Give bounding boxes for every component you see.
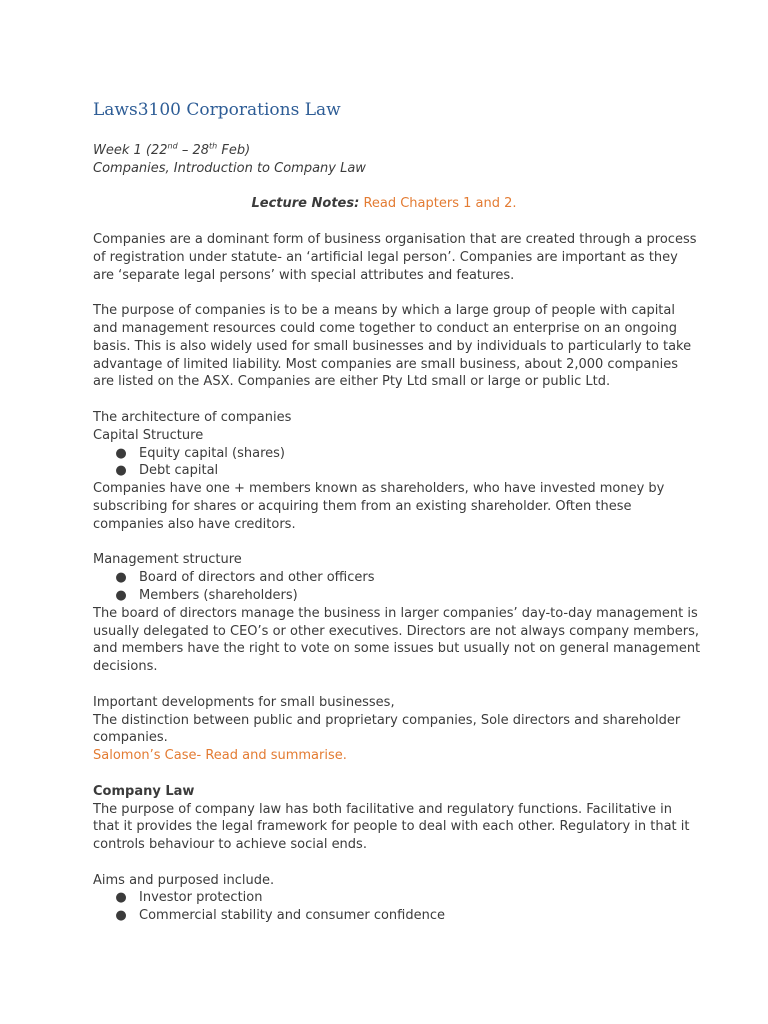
week-line bbox=[93, 142, 366, 160]
week-suffix: Feb) bbox=[217, 143, 251, 158]
bullet-icon: ● bbox=[115, 463, 127, 479]
list-item-text: Commercial stability and consumer confidence bbox=[139, 908, 445, 924]
week-mid: – 28 bbox=[177, 143, 209, 158]
bullet-icon: ● bbox=[115, 587, 127, 603]
document-body bbox=[93, 231, 701, 925]
purpose-line: and management resources could come together to conduct an enterprise on an ongoing bbox=[93, 320, 677, 336]
company-law-heading: Company Law bbox=[93, 783, 195, 799]
document-subtitle: Companies, Introduction to Company Law bbox=[93, 161, 366, 176]
developments-heading: Important developments for small businesses, bbox=[93, 694, 395, 710]
lecture-notes-line bbox=[93, 196, 675, 211]
board-line: The board of directors manage the business in larger companies’ day-to-day management is bbox=[93, 605, 698, 621]
capital-list bbox=[93, 445, 693, 481]
lecture-notes-action: Read Chapters 1 and 2. bbox=[363, 196, 517, 211]
purpose-line: are listed on the ASX. Companies are either Pty Ltd small or large or public Ltd. bbox=[93, 374, 611, 390]
list-item bbox=[93, 907, 693, 925]
list-item bbox=[93, 445, 693, 463]
purpose-line: The purpose of companies is to be a means by which a large group of people with capital bbox=[93, 303, 675, 319]
purpose-line: basis. This is also widely used for small businesses and by individuals to particularly to take bbox=[93, 338, 692, 354]
salomon-case-note: Salomon’s Case- Read and summarise. bbox=[93, 748, 347, 764]
board-line: usually delegated to CEO’s or other executives. Directors are not always company members, bbox=[93, 623, 700, 639]
intro-line: are ‘separate legal persons’ with special attributes and features. bbox=[93, 267, 515, 283]
week-sup-th: th bbox=[209, 141, 218, 151]
bullet-icon: ● bbox=[115, 570, 127, 586]
list-item-text: Investor protection bbox=[139, 890, 263, 906]
list-item bbox=[93, 462, 693, 480]
list-item bbox=[93, 889, 693, 907]
list-item-text: Debt capital bbox=[139, 463, 219, 479]
bullet-icon: ● bbox=[115, 908, 127, 924]
board-line: and members have the right to vote on some issues but usually not on general management bbox=[93, 641, 701, 657]
purpose-line: advantage of limited liability. Most companies are small business, about 2,000 companies bbox=[93, 356, 679, 372]
aims-heading: Aims and purposed include. bbox=[93, 872, 275, 888]
list-item-text: Board of directors and other officers bbox=[139, 570, 375, 586]
document-title: Laws3100 Corporations Law bbox=[93, 100, 341, 120]
company-law-line: controls behaviour to achieve social ends. bbox=[93, 837, 367, 853]
management-list bbox=[93, 569, 693, 605]
company-law-line: The purpose of company law has both facilitative and regulatory functions. Facilitative in bbox=[93, 801, 672, 817]
intro-line: of registration under statute- an ‘artificial legal person’. Companies are important as they bbox=[93, 249, 678, 265]
lecture-notes-label: Lecture Notes: bbox=[251, 196, 360, 211]
list-item-text: Members (shareholders) bbox=[139, 587, 298, 603]
subtitle-block bbox=[93, 142, 366, 178]
distinction-line: companies. bbox=[93, 730, 168, 746]
distinction-line: The distinction between public and proprietary companies, Sole directors and shareholder bbox=[93, 712, 681, 728]
architecture-heading: The architecture of companies bbox=[93, 409, 292, 425]
management-heading: Management structure bbox=[93, 552, 242, 568]
week-sup-nd: nd bbox=[167, 141, 178, 151]
intro-line: Companies are a dominant form of business organisation that are created through a process bbox=[93, 232, 697, 247]
members-line: subscribing for shares or acquiring them from an existing shareholder. Often these bbox=[93, 498, 632, 514]
members-line: Companies have one + members known as shareholders, who have invested money by bbox=[93, 481, 665, 497]
bullet-icon: ● bbox=[115, 890, 127, 906]
week-prefix: Week 1 (22 bbox=[93, 143, 168, 158]
board-line: decisions. bbox=[93, 659, 158, 675]
members-line: companies also have creditors. bbox=[93, 516, 296, 532]
company-law-line: that it provides the legal framework for people to deal with each other. Regulatory in that it bbox=[93, 819, 690, 835]
bullet-icon: ● bbox=[115, 445, 127, 461]
capital-heading: Capital Structure bbox=[93, 427, 204, 443]
aims-list bbox=[93, 889, 693, 925]
list-item bbox=[93, 569, 693, 587]
list-item bbox=[93, 587, 693, 605]
list-item-text: Equity capital (shares) bbox=[139, 445, 285, 461]
